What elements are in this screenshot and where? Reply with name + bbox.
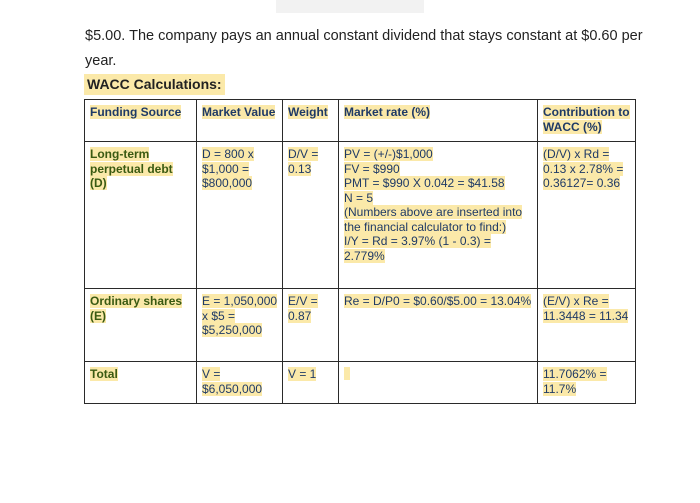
weight-cell: V = 1 <box>283 362 339 404</box>
intro-paragraph: $5.00. The company pays an annual constant dividend that stays constant at $0.60 per year. <box>85 28 643 69</box>
weight-cell: D/V = 0.13 <box>283 142 339 289</box>
table-row <box>85 142 636 289</box>
section-heading: WACC Calculations: <box>84 74 225 95</box>
contribution-cell: (E/V) x Re = 11.3448 = 11.34 <box>538 289 636 362</box>
market-value-cell: E = 1,050,000 x $5 = $5,250,000 <box>197 289 283 362</box>
market-value-cell: V = $6,050,000 <box>197 362 283 404</box>
funding-source-cell: Ordinary shares (E) <box>85 289 197 362</box>
header-cell: Market Value <box>197 100 283 142</box>
empty-highlight-mark <box>344 367 350 380</box>
header-cell: Market rate (%) <box>339 100 538 142</box>
table-row <box>85 362 636 404</box>
top-scroll-bar <box>276 0 424 13</box>
market-rate-cell: Re = D/P0 = $0.60/$5.00 = 13.04% <box>339 289 538 362</box>
funding-source-cell: Total <box>85 362 197 404</box>
calc-line: (Numbers above are inserted into the financial calculator to find:) <box>344 205 523 234</box>
calc-line: PV = (+/-)$1,000 <box>344 147 433 161</box>
market-rate-cell <box>339 142 538 289</box>
market-rate-cell <box>339 362 538 404</box>
contribution-cell: (D/V) x Rd = 0.13 x 2.78% = 0.36127= 0.36 <box>538 142 636 289</box>
table-header-row <box>85 100 636 142</box>
header-cell: Contribution to WACC (%) <box>538 100 636 142</box>
contribution-cell: 11.7062% = 11.7% <box>538 362 636 404</box>
calc-line: FV = $990 <box>344 161 400 176</box>
calc-line: N = 5 <box>344 190 374 205</box>
weight-cell: E/V = 0.87 <box>283 289 339 362</box>
calc-line: PMT = $990 X 0.042 = $41.58 <box>344 176 505 190</box>
table-row <box>85 289 636 362</box>
header-cell: Weight <box>283 100 339 142</box>
funding-source-cell: Long-term perpetual debt (D) <box>85 142 197 289</box>
header-cell: Funding Source <box>85 100 197 142</box>
market-value-cell: D = 800 x $1,000 = $800,000 <box>197 142 283 289</box>
calc-line: I/Y = Rd = 3.97% (1 - 0.3) = 2.779% <box>344 234 491 263</box>
wacc-table <box>84 99 636 404</box>
